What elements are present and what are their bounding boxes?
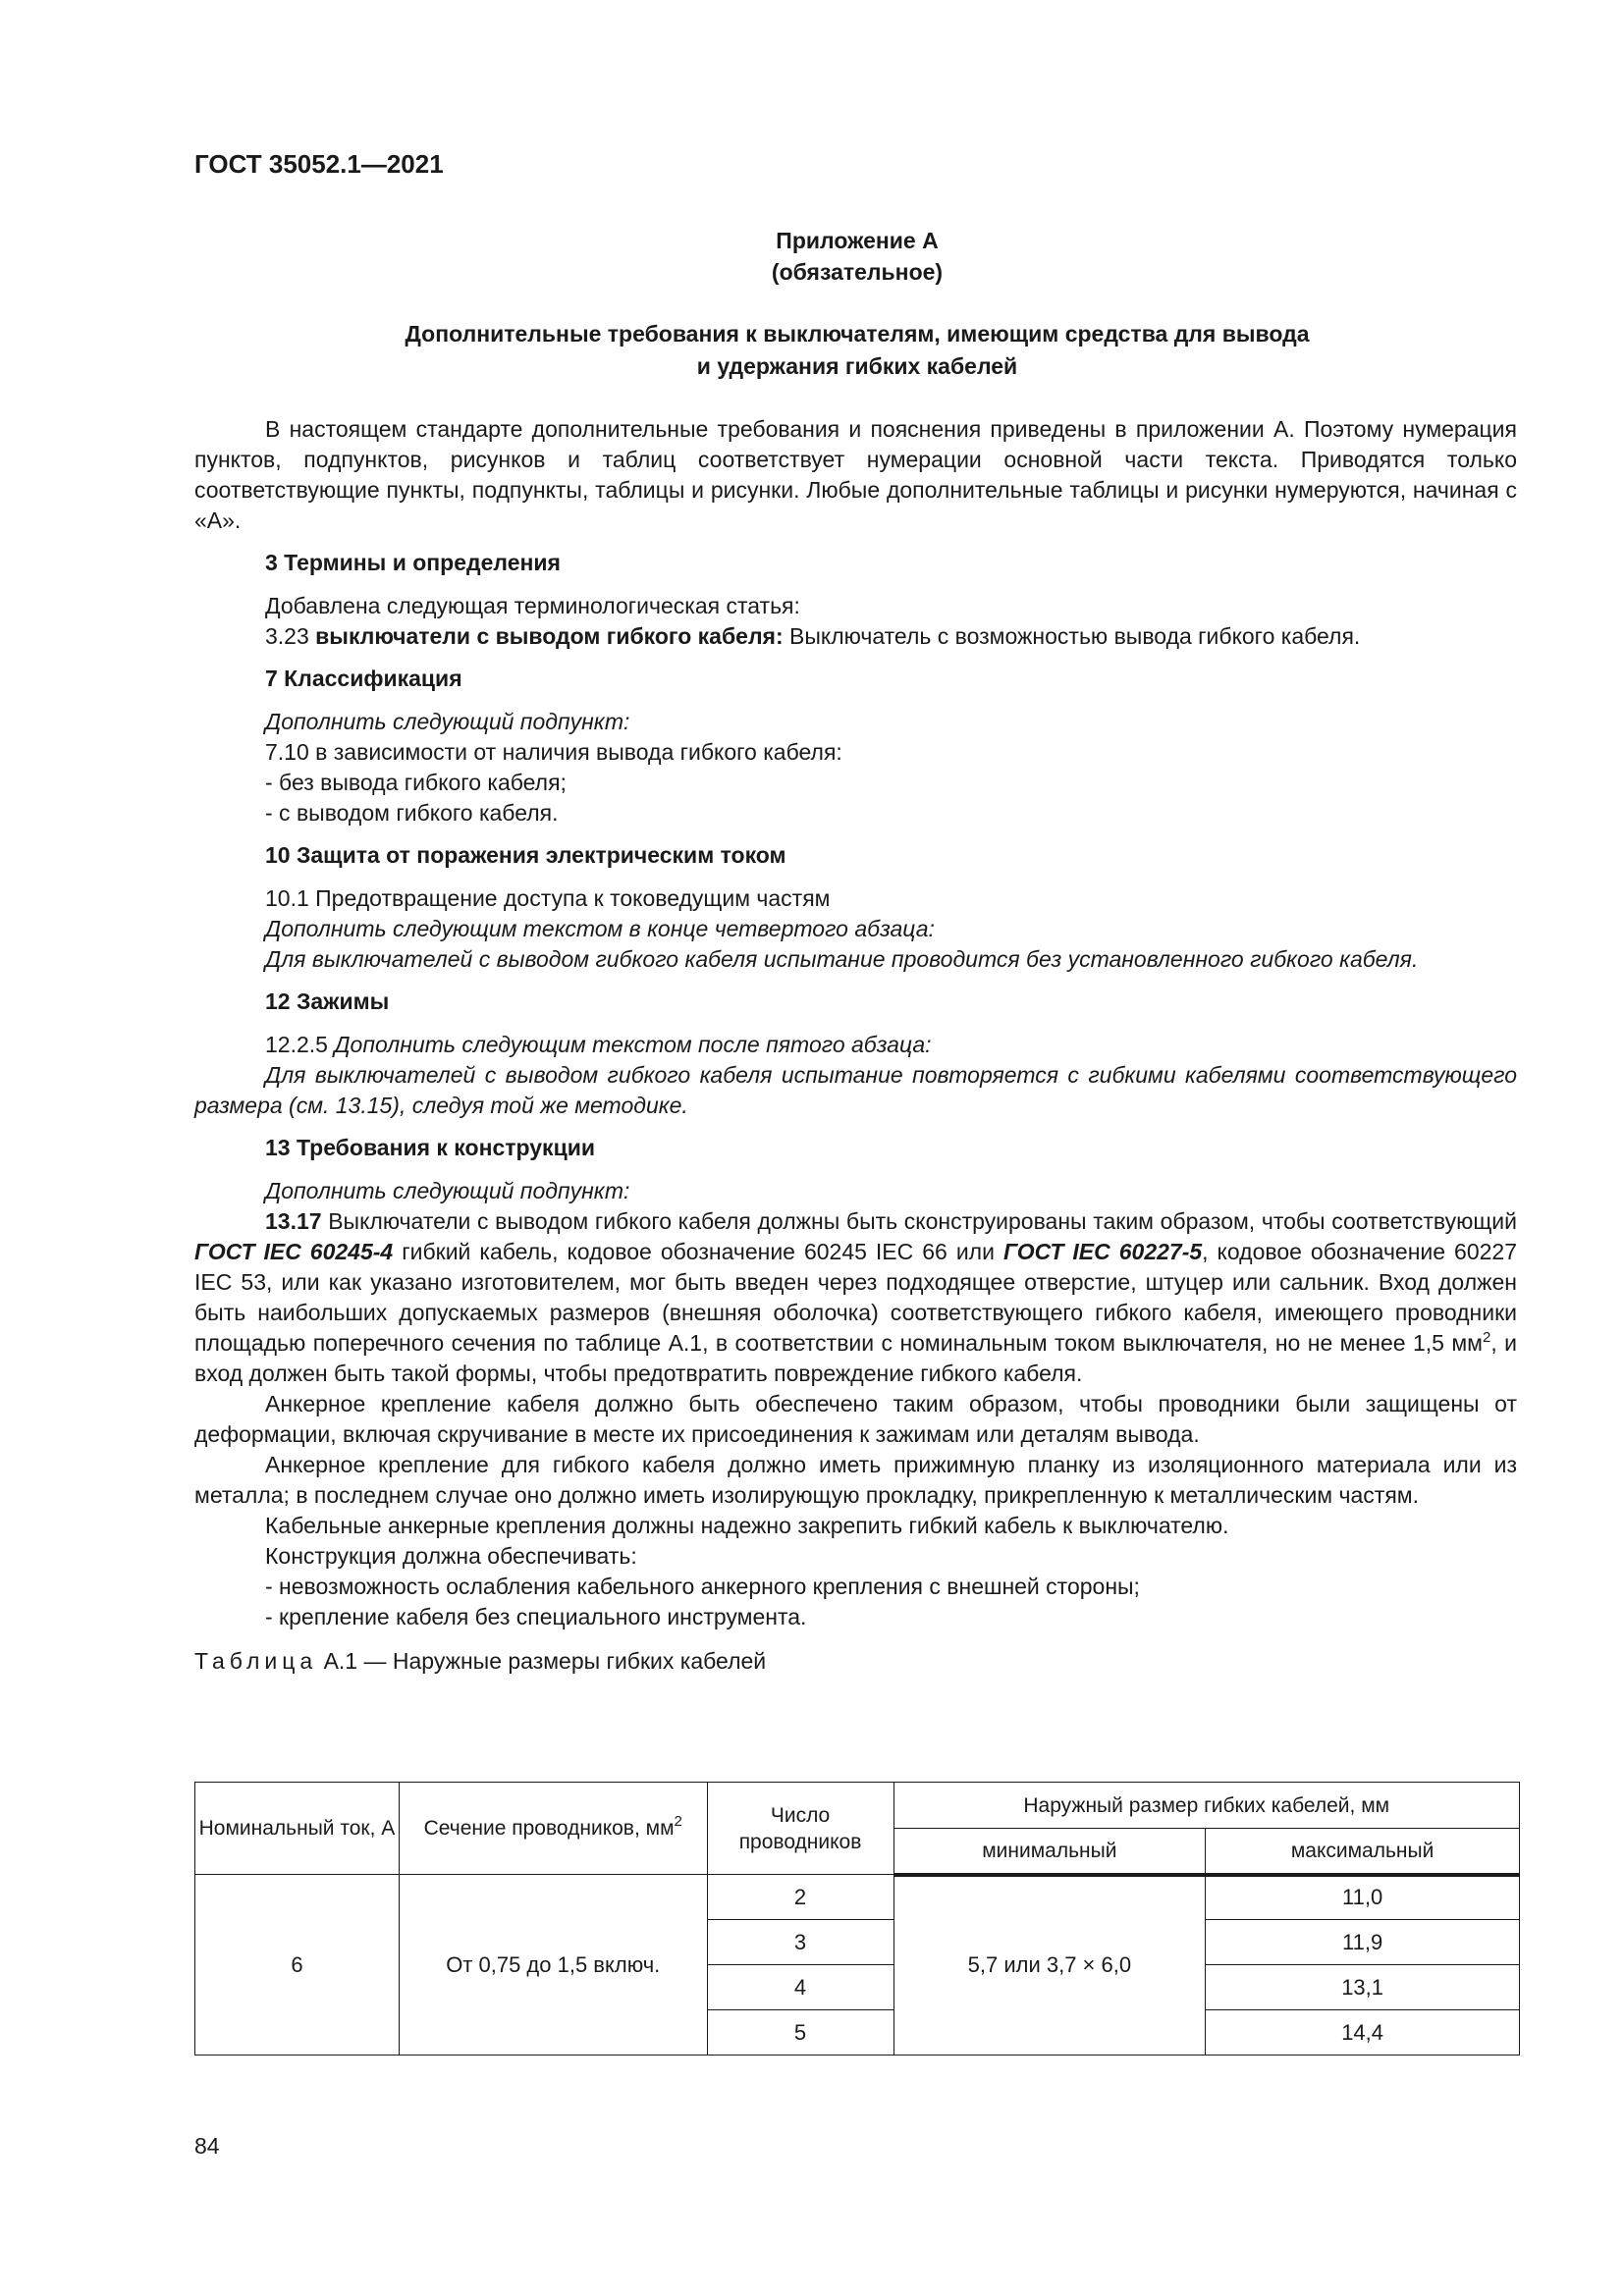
section-13-heading: 13 Требования к конструкции — [265, 1135, 595, 1160]
table-caption — [194, 1646, 1517, 1677]
header-min: минимальный — [893, 1829, 1206, 1875]
cell-max: 11,9 — [1206, 1920, 1520, 1965]
cell-section: От 0,75 до 1,5 включ. — [399, 1875, 707, 2056]
clause-text: , и вход должен быть такой формы, чтобы предотвратить повреждение гибкого кабеля. — [194, 1330, 1517, 1386]
term-number: 3.23 — [265, 623, 316, 649]
list-item: - с выводом гибкого кабеля. — [265, 800, 559, 826]
appendix-heading-line1: Дополнительные требования к выключателям, имеющим средства для вывода — [405, 321, 1310, 347]
section-7-heading: 7 Классификация — [265, 666, 462, 691]
appendix-title: Приложение А — [776, 228, 939, 253]
intro-paragraph: В настоящем стандарте дополнительные требования и пояснения приведены в приложении А. Поэтому нумерация пунктов, подпунктов, рисунков и таблиц соответствует нумерации основной части текста. Приводятся только соответствующие пункты, подпункты, таблицы и рисунки. Любые дополнительные таблицы и рисунки нумеруются, начиная с «А». — [194, 416, 1517, 533]
cell-current: 6 — [195, 1875, 400, 2056]
list-item: - без вывода гибкого кабеля; — [265, 770, 567, 795]
section-10-note: Дополнить следующим текстом в конце четвертого абзаца: — [265, 916, 935, 941]
table-caption-label: Таблица — [194, 1648, 318, 1674]
page-number: 84 — [194, 2133, 220, 2159]
appendix-status: (обязательное) — [771, 259, 944, 285]
cell-count: 3 — [707, 1920, 893, 1965]
appendix-body — [194, 414, 1517, 1677]
section-10-heading: 10 Защита от поражения электрическим током — [265, 842, 786, 868]
header-conductor-count: Число проводников — [707, 1783, 893, 1875]
standard-number: ГОСТ 35052.1—2021 — [194, 149, 444, 179]
list-item: - невозможность ослабления кабельного анкерного крепления с внешней стороны; — [265, 1574, 1140, 1599]
paragraph: Анкерное крепление кабеля должно быть обеспечено таким образом, чтобы проводники были защищены от деформации, включая скручивание в месте их присоединения к зажимам или деталям вывода. — [194, 1391, 1517, 1447]
section-3-heading: 3 Термины и определения — [265, 550, 561, 575]
term-3-23 — [194, 621, 1517, 652]
paragraph: Кабельные анкерные крепления должны надежно закрепить гибкий кабель к выключателю. — [265, 1513, 1229, 1538]
clause-text: Выключатели с выводом гибкого кабеля должны быть сконструированы таким образом, чтобы соответствующий — [321, 1208, 1517, 1234]
section-7-note: Дополнить следующий подпункт: — [265, 709, 630, 734]
cell-min: 5,7 или 3,7 × 6,0 — [893, 1875, 1206, 2056]
section-12-line — [194, 1030, 1517, 1060]
header-section-text: Сечение проводников, мм — [423, 1817, 675, 1840]
cell-count: 5 — [707, 2010, 893, 2056]
cell-max: 11,0 — [1206, 1875, 1520, 1920]
header-outer-size: Наружный размер гибких кабелей, мм — [893, 1783, 1520, 1829]
term-name: выключатели с выводом гибкого кабеля: — [315, 623, 784, 649]
cell-max: 13,1 — [1206, 1965, 1520, 2010]
section-13-note: Дополнить следующий подпункт: — [265, 1178, 630, 1203]
table-caption-text: А.1 — Наружные размеры гибких кабелей — [317, 1648, 767, 1674]
section-10-line: 10.1 Предотвращение доступа к токоведущим частям — [265, 885, 831, 911]
header-current: Номинальный ток, А — [195, 1783, 400, 1875]
cable-dimensions-table — [194, 1782, 1520, 2056]
standard-reference: ГОСТ IEC 60245-4 — [194, 1239, 394, 1264]
section-3-line: Добавлена следующая терминологическая статья: — [265, 593, 800, 618]
section-12-text: Для выключателей с выводом гибкого кабеля испытание повторяется с гибкими кабелями соответствующего размера (см. 13.15), следуя той же методике. — [194, 1062, 1517, 1118]
clause-text: гибкий кабель, кодовое обозначение 60245 IEC 66 или — [393, 1239, 1003, 1264]
cell-count: 4 — [707, 1965, 893, 2010]
clause-text: , кодовое обозначение 60227 IEC 53, или как указано изготовителем, мог быть введен через подходящее отверстие, штуцер или сальник. Вход должен быть наибольших допускаемых размеров (внешняя оболочка) соответствующего гибкого кабеля, имеющего проводники площадью поперечного сечения по таблице А.1, в соответствии с номинальным током выключателя, но не менее 1,5 мм — [194, 1239, 1518, 1356]
section-12-number: 12.2.5 — [265, 1032, 335, 1057]
section-12-heading: 12 Зажимы — [265, 988, 390, 1014]
section-10-text: Для выключателей с выводом гибкого кабеля испытание проводится без установленного гибкого кабеля. — [265, 946, 1419, 972]
paragraph: Конструкция должна обеспечивать: — [265, 1543, 637, 1569]
appendix-heading-line2: и удержания гибких кабелей — [696, 353, 1018, 379]
table-row — [195, 1875, 1520, 1920]
term-definition: Выключатель с возможностью вывода гибкого кабеля. — [783, 623, 1361, 649]
clause-13-17 — [194, 1206, 1517, 1389]
header-max: максимальный — [1206, 1829, 1520, 1875]
section-7-line: 7.10 в зависимости от наличия вывода гибкого кабеля: — [265, 739, 842, 765]
paragraph: Анкерное крепление для гибкого кабеля должно иметь прижимную планку из изоляционного материала или из металла; в последнем случае оно должно иметь изолирующую прокладку, прикрепленную к металлическим частям. — [194, 1452, 1517, 1508]
superscript: 2 — [674, 1813, 682, 1830]
clause-number: 13.17 — [265, 1208, 322, 1234]
header-section — [399, 1783, 707, 1875]
section-12-note: Дополнить следующим текстом после пятого абзаца: — [334, 1032, 932, 1057]
list-item: - крепление кабеля без специального инструмента. — [265, 1604, 807, 1629]
standard-reference: ГОСТ IEC 60227-5 — [1002, 1239, 1203, 1264]
cell-max: 14,4 — [1206, 2010, 1520, 2056]
superscript: 2 — [1482, 1329, 1491, 1346]
cell-count: 2 — [707, 1875, 893, 1920]
